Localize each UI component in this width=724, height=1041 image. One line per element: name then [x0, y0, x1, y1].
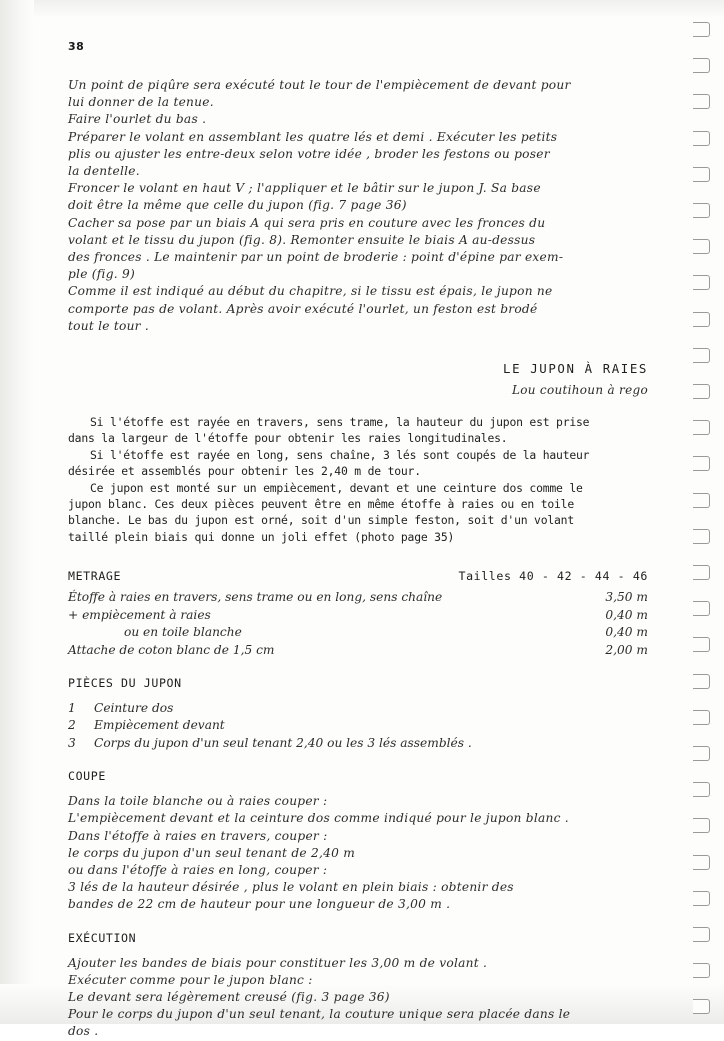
- text-line: Dans la toile blanche ou à raies couper :: [68, 794, 328, 809]
- binding-hole: [693, 203, 710, 218]
- metrage-row-value: 3,50 m: [605, 590, 648, 605]
- list-item-label: Corps du jupon d'un seul tenant 2,40 ou les 3 lés assemblés .: [94, 735, 472, 750]
- binding-hole: [693, 963, 710, 978]
- text-line: 3 lés de la hauteur désirée , plus le volant en plein biais : obtenir des: [68, 880, 514, 895]
- list-item: [68, 717, 648, 734]
- metrage-row-label: Étoffe à raies en travers, sens trame ou en long, sens chaîne: [68, 590, 443, 605]
- intro-paragraph: [68, 77, 648, 335]
- binding-hole: [693, 131, 710, 146]
- text-line: dos .: [68, 1024, 99, 1039]
- text-line: jupon blanc. Ces deux pièces peuvent être en même étoffe à raies ou en toile: [68, 497, 574, 512]
- binding-hole: [693, 637, 710, 652]
- binding-hole: [693, 22, 710, 37]
- execution-heading: EXÉCUTION: [68, 930, 137, 945]
- text-line: Préparer le volant en assemblant les quatre lés et demi . Exécuter les petits: [68, 129, 558, 144]
- text-line: ou dans l'étoffe à raies en long, couper :: [68, 862, 328, 877]
- text-line: des fronces . Le maintenir par un point de broderie : point d'épine par exem-: [68, 250, 564, 265]
- text-line: dans la largeur de l'étoffe pour obtenir les raies longitudinales.: [68, 431, 508, 446]
- metrage-row-value: 0,40 m: [605, 625, 648, 640]
- metrage-row-label: Attache de coton blanc de 1,5 cm: [68, 642, 275, 657]
- metrage-row: [68, 607, 648, 624]
- binding-hole: [693, 312, 710, 327]
- binding-hole: [693, 167, 710, 182]
- text-line: Pour le corps du jupon d'un seul tenant, la couture unique sera placée dans le: [68, 1007, 571, 1022]
- metrage-row-value: 0,40 m: [605, 607, 648, 622]
- binding-hole: [693, 493, 710, 508]
- list-item: [68, 735, 648, 752]
- list-item: [68, 700, 648, 717]
- text-line: désirée et assemblés pour obtenir les 2,40 m de tour.: [68, 464, 421, 479]
- coupe-text: [68, 793, 648, 913]
- text-line: Si l'étoffe est rayée en long, sens chaîne, 3 lés sont coupés de la hauteur: [90, 447, 590, 462]
- text-line: la dentelle.: [68, 164, 140, 179]
- binding-hole: [693, 927, 710, 942]
- binding-hole: [693, 710, 710, 725]
- text-line: Un point de piqûre sera exécuté tout le tour de l'empiècement de devant pour: [68, 78, 571, 92]
- binding-hole: [693, 239, 710, 254]
- binding-hole: [693, 565, 710, 580]
- metrage-row-label: + empiècement à raies: [68, 607, 211, 622]
- spiral-binding: [682, 0, 724, 1024]
- binding-hole: [693, 746, 710, 761]
- section-subtitle: Lou coutihoun à rego: [511, 383, 648, 398]
- text-line: Exécuter comme pour le jupon blanc :: [68, 972, 313, 987]
- pieces-list: [68, 700, 648, 752]
- binding-hole: [693, 601, 710, 616]
- list-item-label: Empiècement devant: [94, 718, 225, 733]
- text-line: plis ou ajuster les entre-deux selon votre idée , broder les festons ou poser: [68, 146, 550, 161]
- binding-hole: [693, 275, 710, 290]
- section-heading-block: [68, 361, 648, 397]
- text-line: Dans l'étoffe à raies en travers, couper :: [68, 828, 328, 843]
- text-line: Le devant sera légèrement creusé (fig. 3 page 36): [68, 989, 390, 1004]
- text-line: tout le tour .: [68, 318, 149, 333]
- page-top-shading: [0, 0, 724, 18]
- binding-hole: [693, 891, 710, 906]
- text-line: blanche. Le bas du jupon est orné, soit d'un simple feston, soit d'un volant: [68, 513, 574, 528]
- text-line: volant et le tissu du jupon (fig. 8). Remonter ensuite le biais A au-dessus: [68, 232, 536, 247]
- text-line: le corps du jupon d'un seul tenant de 2,40 m: [68, 845, 356, 860]
- text-line: Faire l'ourlet du bas .: [68, 112, 207, 127]
- list-item-number: 1: [68, 700, 76, 715]
- text-line: Ce jupon est monté sur un empiècement, devant et une ceinture dos comme le: [90, 480, 583, 495]
- page-number: 38: [68, 40, 85, 53]
- binding-hole: [693, 855, 710, 870]
- binding-hole: [693, 94, 710, 109]
- text-line: Froncer le volant en haut V ; l'appliquer et le bâtir sur le jupon J. Sa base: [68, 181, 541, 196]
- page-left-shading: [0, 0, 34, 1024]
- binding-hole: [693, 348, 710, 363]
- text-line: ple (fig. 9): [68, 267, 136, 282]
- metrage-sizes-label: Tailles 40 - 42 - 44 - 46: [458, 569, 648, 584]
- text-line: doit être la même que celle du jupon (fig. 7 page 36): [68, 198, 407, 213]
- text-line: Cacher sa pose par un biais A qui sera pris en couture avec les fronces du: [68, 215, 546, 230]
- text-line: Comme il est indiqué au début du chapitre, si le tissu est épais, le jupon ne: [68, 284, 553, 299]
- text-line: Ajouter les bandes de biais pour constituer les 3,00 m de volant .: [68, 955, 488, 970]
- metrage-heading: METRAGE: [68, 569, 122, 584]
- text-line: taillé plein biais qui donne un joli effet (photo page 35): [68, 529, 455, 544]
- metrage-table: [68, 589, 648, 659]
- text-line: Si l'étoffe est rayée en travers, sens trame, la hauteur du jupon est prise: [90, 415, 590, 430]
- text-line: comporte pas de volant. Après avoir exécuté l'ourlet, un feston est brodé: [68, 301, 538, 316]
- metrage-row-value: 2,00 m: [605, 642, 648, 657]
- text-line: lui donner de la tenue.: [68, 95, 214, 110]
- body-paragraphs: [68, 414, 648, 545]
- binding-hole: [693, 529, 710, 544]
- metrage-row-label: ou en toile blanche: [124, 625, 242, 640]
- list-item-number: 3: [68, 735, 76, 750]
- pieces-heading: PIÈCES DU JUPON: [68, 675, 182, 690]
- list-item-label: Ceinture dos: [94, 700, 174, 715]
- section-title: LE JUPON À RAIES: [503, 361, 648, 377]
- metrage-row: [68, 589, 648, 606]
- text-line: L'empiècement devant et la ceinture dos comme indiqué pour le jupon blanc .: [68, 811, 569, 826]
- metrage-header-row: [68, 569, 648, 583]
- binding-hole: [693, 58, 710, 73]
- binding-hole: [693, 456, 710, 471]
- metrage-row: [68, 624, 648, 641]
- binding-hole: [693, 818, 710, 833]
- binding-hole: [693, 782, 710, 797]
- binding-hole: [693, 999, 710, 1014]
- page-content: [68, 40, 648, 1041]
- binding-hole: [693, 384, 710, 399]
- binding-hole: [693, 420, 710, 435]
- metrage-row: [68, 642, 648, 659]
- list-item-number: 2: [68, 718, 76, 733]
- coupe-heading: COUPE: [68, 769, 106, 784]
- execution-text: [68, 955, 648, 1041]
- text-line: bandes de 22 cm de hauteur pour une longueur de 3,00 m .: [68, 897, 451, 912]
- binding-hole: [693, 674, 710, 689]
